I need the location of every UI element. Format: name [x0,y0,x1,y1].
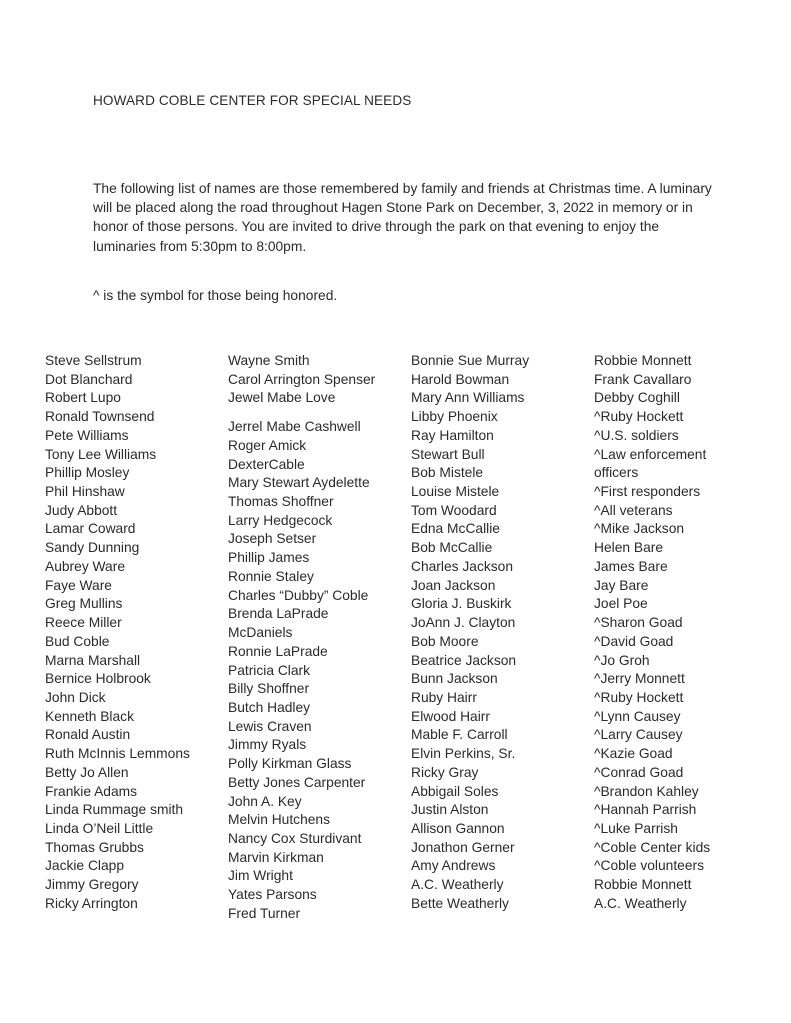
name-line: Harold Bowman [411,371,510,387]
name-line: Elvin Perkins, Sr. [411,746,516,762]
name-line: ^Lynn Causey [594,708,681,724]
intro-line: will be placed along the road throughout Hagen Stone Park on December, 3, 2022 in memory or in [93,200,693,216]
name-line: DexterCable [228,456,305,472]
name-line: Libby Phoenix [411,409,498,425]
name-line: A.C. Weatherly [411,877,504,893]
name-line: John Dick [45,689,106,705]
name-line: Mable F. Carroll [411,727,508,743]
name-line: Reece Miller [45,615,122,631]
name-line: ^Larry Causey [594,727,683,743]
name-line: ^Luke Parrish [594,820,678,836]
name-line: Marvin Kirkman [228,849,324,865]
name-line: Allison Gannon [411,820,505,836]
name-line: Marna Marshall [45,652,141,668]
name-line: Beatrice Jackson [411,652,517,668]
name-line: Justin Alston [411,802,489,818]
name-line: Bob Moore [411,633,479,649]
name-line: ^Ruby Hockett [594,409,684,425]
names-column-3 [411,352,594,914]
name-line: Jonathon Gerner [411,839,515,855]
name-line: ^Sharon Goad [594,615,683,631]
name-line: ^Jo Groh [594,652,650,668]
name-line: Edna McCallie [411,521,500,537]
name-line: Betty Jones Carpenter [228,774,366,790]
name-line: ^David Goad [594,633,674,649]
name-line: Helen Bare [594,540,664,556]
name-line: Jackie Clapp [45,858,124,874]
name-line: Kenneth Black [45,708,134,724]
name-line: Wayne Smith [228,353,310,368]
names-column-2 [228,352,411,924]
name-line: Billy Shoffner [228,681,310,697]
name-line: Ray Hamilton [411,427,494,443]
name-line: Phillip Mosley [45,465,130,481]
name-line: Ruth McInnis Lemmons [45,746,190,762]
name-line: Patricia Clark [228,662,311,678]
name-line: Louise Mistele [411,484,500,500]
name-line: ^Jerry Monnett [594,671,685,687]
name-line: Lewis Craven [228,718,312,734]
name-line: Jerrel Mabe Cashwell [228,419,361,435]
name-line: Bud Coble [45,633,110,649]
name-line: Bob Mistele [411,465,484,481]
name-line: ^Coble Center kids [594,839,711,855]
name-line: ^Law enforcement [594,446,707,462]
name-line: Ronnie Staley [228,568,314,584]
name-line: Jimmy Ryals [228,737,307,753]
name-line: Aubrey Ware [45,558,125,574]
name-line: ^Mike Jackson [594,521,685,537]
honored-note: ^ is the symbol for those being honored. [93,288,338,303]
name-line: Joan Jackson [411,577,496,593]
name-line: Gloria J. Buskirk [411,596,512,612]
name-line: officers [594,465,639,481]
name-line: Melvin Hutchens [228,812,330,828]
name-line: Steve Sellstrum [45,353,142,368]
name-line: Abbigail Soles [411,783,499,799]
name-line: Ruby Hairr [411,689,477,705]
name-line: Roger Amick [228,437,307,453]
name-line: Mary Ann Williams [411,390,525,406]
name-line: ^First responders [594,484,701,500]
name-line: Betty Jo Allen [45,764,129,780]
name-line: ^All veterans [594,502,673,518]
name-line: Ricky Arrington [45,895,138,911]
name-line: Bob McCallie [411,540,493,556]
name-line: Ronnie LaPrade [228,643,328,659]
name-line: Frankie Adams [45,783,138,799]
name-line: Jimmy Gregory [45,877,139,893]
intro-line: The following list of names are those remembered by family and friends at Christmas time. A luminary [93,181,712,196]
name-line: ^Brandon Kahley [594,783,699,799]
name-line: Jewel Mabe Love [228,390,336,406]
name-line: ^Coble volunteers [594,858,705,874]
name-line: Brenda LaPrade [228,606,329,622]
names-grid [45,352,754,924]
name-line: Sandy Dunning [45,540,140,556]
name-line: ^Hannah Parrish [594,802,697,818]
name-line: Pete Williams [45,427,129,443]
name-line: Bunn Jackson [411,671,498,687]
name-line: Ronald Townsend [45,409,155,425]
name-line: Fred Turner [228,905,301,921]
name-line: Linda O’Neil Little [45,820,154,836]
name-line: Joel Poe [594,596,648,612]
name-line: Butch Hadley [228,699,311,715]
name-line: Robbie Monnett [594,877,692,893]
name-line: Larry Hedgecock [228,512,333,528]
name-line: Charles Jackson [411,558,513,574]
name-line: Joseph Setser [228,531,317,547]
names-column-4 [594,352,754,914]
name-line: Thomas Shoffner [228,494,334,510]
name-line: Faye Ware [45,577,112,593]
name-line: Bernice Holbrook [45,671,151,687]
name-line: Jim Wright [228,868,293,884]
name-line: ^Ruby Hockett [594,689,684,705]
name-line: Dot Blanchard [45,371,133,387]
intro-line: luminaries from 5:30pm to 8:00pm. [93,238,307,254]
name-line: Ricky Gray [411,764,479,780]
name-line: Carol Arrington Spenser [228,371,376,387]
name-line: Yates Parsons [228,887,317,903]
name-line: Jay Bare [594,577,649,593]
intro-line: honor of those persons. You are invited to drive through the park on that evening to enjoy the [93,219,660,235]
name-gap [228,408,411,418]
name-line: Mary Stewart Aydelette [228,475,370,491]
name-line: Lamar Coward [45,521,136,537]
name-line: Phillip James [228,550,310,566]
name-line: Debby Coghill [594,390,680,406]
name-line: Robert Lupo [45,390,121,406]
name-line: Charles “Dubby” Coble [228,587,369,603]
name-line: Nancy Cox Sturdivant [228,830,362,846]
names-column-1 [45,352,228,914]
name-line: Judy Abbott [45,502,118,518]
name-line: James Bare [594,558,668,574]
name-line: Stewart Bull [411,446,485,462]
name-line: Tony Lee Williams [45,446,157,462]
name-line: Amy Andrews [411,858,496,874]
name-line: JoAnn J. Clayton [411,615,516,631]
name-line: Linda Rummage smith [45,802,184,818]
name-line: Frank Cavallaro [594,371,692,387]
name-line: ^Kazie Goad [594,746,673,762]
name-line: A.C. Weatherly [594,895,687,911]
name-line: Ronald Austin [45,727,131,743]
name-line: John A. Key [228,793,302,809]
name-line: Polly Kirkman Glass [228,756,352,772]
name-line: Phil Hinshaw [45,484,125,500]
name-line: ^Conrad Goad [594,764,684,780]
name-line: Robbie Monnett [594,353,692,368]
name-line: Greg Mullins [45,596,123,612]
name-line: Bette Weatherly [411,895,509,911]
name-line: Bonnie Sue Murray [411,353,530,368]
name-line: Thomas Grubbs [45,839,144,855]
name-line: McDaniels [228,625,293,641]
intro-paragraph [93,179,713,256]
name-line: Tom Woodard [411,502,497,518]
name-line: Elwood Hairr [411,708,490,724]
name-line: ^U.S. soldiers [594,427,679,443]
page-title: HOWARD COBLE CENTER FOR SPECIAL NEEDS [93,93,412,108]
